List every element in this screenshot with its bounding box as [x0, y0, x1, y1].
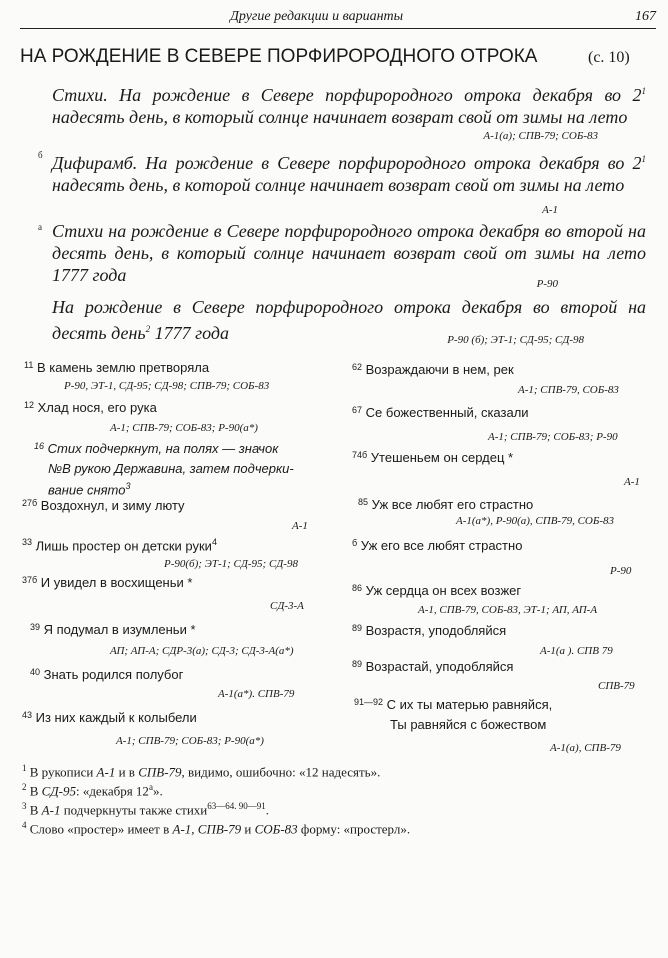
page-number: 167: [635, 9, 656, 24]
variant-4: На рождение в Севере порфирородного отрока декабря во второй на десять день$^2$ 1777 года: [52, 297, 646, 343]
right-entry-89b: $^{89}$ Возрастай, уподобляйся: [352, 659, 514, 674]
right-entry-74b-source: А-1: [624, 476, 640, 488]
right-entry-91-92-line2: Ты равняйся с божеством: [390, 717, 547, 732]
left-entry-16-line3: вание снято$^3$: [48, 481, 131, 498]
left-entry-11-source: Р-90, ЭТ-1, СД-95; СД-98; СПВ-79; СОБ-83: [64, 380, 270, 392]
variant-1-source: А-1(а); СПВ-79; СОБ-83: [483, 130, 598, 142]
variant-3-source: Р-90: [536, 278, 558, 290]
left-entry-12-source: А-1; СПВ-79; СОБ-83; Р-90(а*): [110, 422, 258, 434]
variant-2-marker: б: [38, 150, 43, 160]
left-entry-40-source: А-1(а*). СПВ-79: [218, 688, 295, 700]
running-header: [20, 6, 656, 29]
right-entry-89a: $^{89}$ Возрастя, уподобляйся: [352, 623, 507, 638]
left-entry-40: $^{40}$ Знать родился полубог: [30, 667, 184, 682]
right-entry-89a-source: А-1(а ). СПВ 79: [540, 645, 613, 657]
left-entry-16-line2: №В рукою Державина, затем подчерки-: [48, 461, 294, 476]
footnote-4: $^4$ Слово «простер» имеет в А-1, СПВ-79 и СОБ-83 форму: «простерл».: [22, 820, 411, 837]
right-entry-86-source: А-1, СПВ-79, СОБ-83, ЭТ-1; АП, АП-А: [418, 604, 598, 616]
left-entry-37b: $^{37б}$ И увидел в восхищеньи *: [22, 575, 193, 590]
left-entry-43: $^{43}$ Из них каждый к колыбели: [22, 710, 197, 725]
left-entry-12: $^{12}$ Хлад нося, его рука: [24, 400, 157, 415]
left-entry-33-source: Р-90(б); ЭТ-1; СД-95; СД-98: [164, 558, 298, 570]
left-entry-39-source: АП; АП-А; СДР-3(а); СД-3; СД-3-А(а*): [110, 645, 294, 657]
right-entry-62: $^{62}$ Возраждаючи в нем, рек: [352, 362, 514, 377]
right-entry-91-92: $^{91—92}$ С их ты матерью равняйся,: [354, 697, 553, 712]
variant-1: Стихи. На рождение в Севере порфирородного отрока декабря во $2^1$ надесять день, в который солнце начинает возврат свой от зимы на лето: [52, 85, 646, 127]
left-entry-27b: $^{27б}$ Воздохнул, и зиму люту: [22, 498, 185, 513]
left-entry-16: $^{16}$ Стих подчеркнут, на полях — значок: [34, 441, 279, 456]
right-entry-91-92-source: А-1(а), СПВ-79: [550, 742, 621, 754]
left-entry-43-source: А-1; СПВ-79; СОБ-83; Р-90(а*): [116, 735, 264, 747]
right-entry-62-source: А-1; СПВ-79, СОБ-83: [518, 384, 619, 396]
right-entry-86: $^{86}$ Уж сердца он всех возжег: [352, 583, 522, 598]
running-title: Другие редакции и варианты: [230, 9, 404, 24]
right-entry-67: $^{67}$ Се божественный, сказали: [352, 405, 529, 420]
variant-4-source: Р-90 (б); ЭТ-1; СД-95; СД-98: [447, 334, 584, 346]
footnote-3: $^3$ В А-1 подчеркнуты также стихи$^{63—64. 90—91}$.: [22, 801, 270, 818]
right-entry-85b-source: Р-90: [610, 565, 632, 577]
right-entry-74b: $^{74б}$ Утешеньем он сердец *: [352, 450, 514, 465]
footnote-1: $^1$ В рукописи А-1 и в СПВ-79, видимо, ошибочно: «12 надесять».: [22, 763, 381, 780]
variant-2-source: А-1: [542, 204, 558, 216]
variant-3-marker: а: [38, 222, 42, 232]
footnote-2: $^2$ В СД-95: «декабря $12^а$».: [22, 782, 163, 799]
left-entry-27b-source: А-1: [292, 520, 308, 532]
variant-2: Дифирамб. На рождение в Севере порфирородного отрока декабря во $2^1$ надесять день, в которой солнце начинает возврат свой от зимы на лето: [52, 153, 646, 195]
right-entry-89b-source: СПВ-79: [598, 680, 635, 692]
variant-3: Стихи на рождение в Севере порфирородного отрока декабря во второй на десять день, в который солнце начинает возврат свой от зимы на лето 1777 года: [52, 221, 646, 285]
right-entry-85: $^{85}$ Уж все любят его страстно: [358, 497, 534, 512]
right-entry-67-source: А-1; СПВ-79; СОБ-83; Р-90: [488, 431, 618, 443]
left-entry-11: $^{11}$ В камень землю претворяла: [24, 360, 210, 375]
poem-title: НА РОЖДЕНИЕ В СЕВЕРЕ ПОРФИРОРОДНОГО ОТРОКА: [20, 46, 538, 67]
left-entry-39: $^{39}$ Я подумал в изумленьи *: [30, 622, 196, 637]
left-entry-33: $^{33}$ Лишь простер он детски руки$^4$: [22, 537, 217, 554]
title-page-ref: (с. 10): [588, 49, 630, 66]
left-entry-37b-source: СД-3-А: [270, 600, 304, 612]
right-entry-85-source: А-1(а*), Р-90(а), СПВ-79, СОБ-83: [456, 515, 615, 527]
right-entry-85b: $^б$ Уж его все любят страстно: [352, 538, 523, 553]
